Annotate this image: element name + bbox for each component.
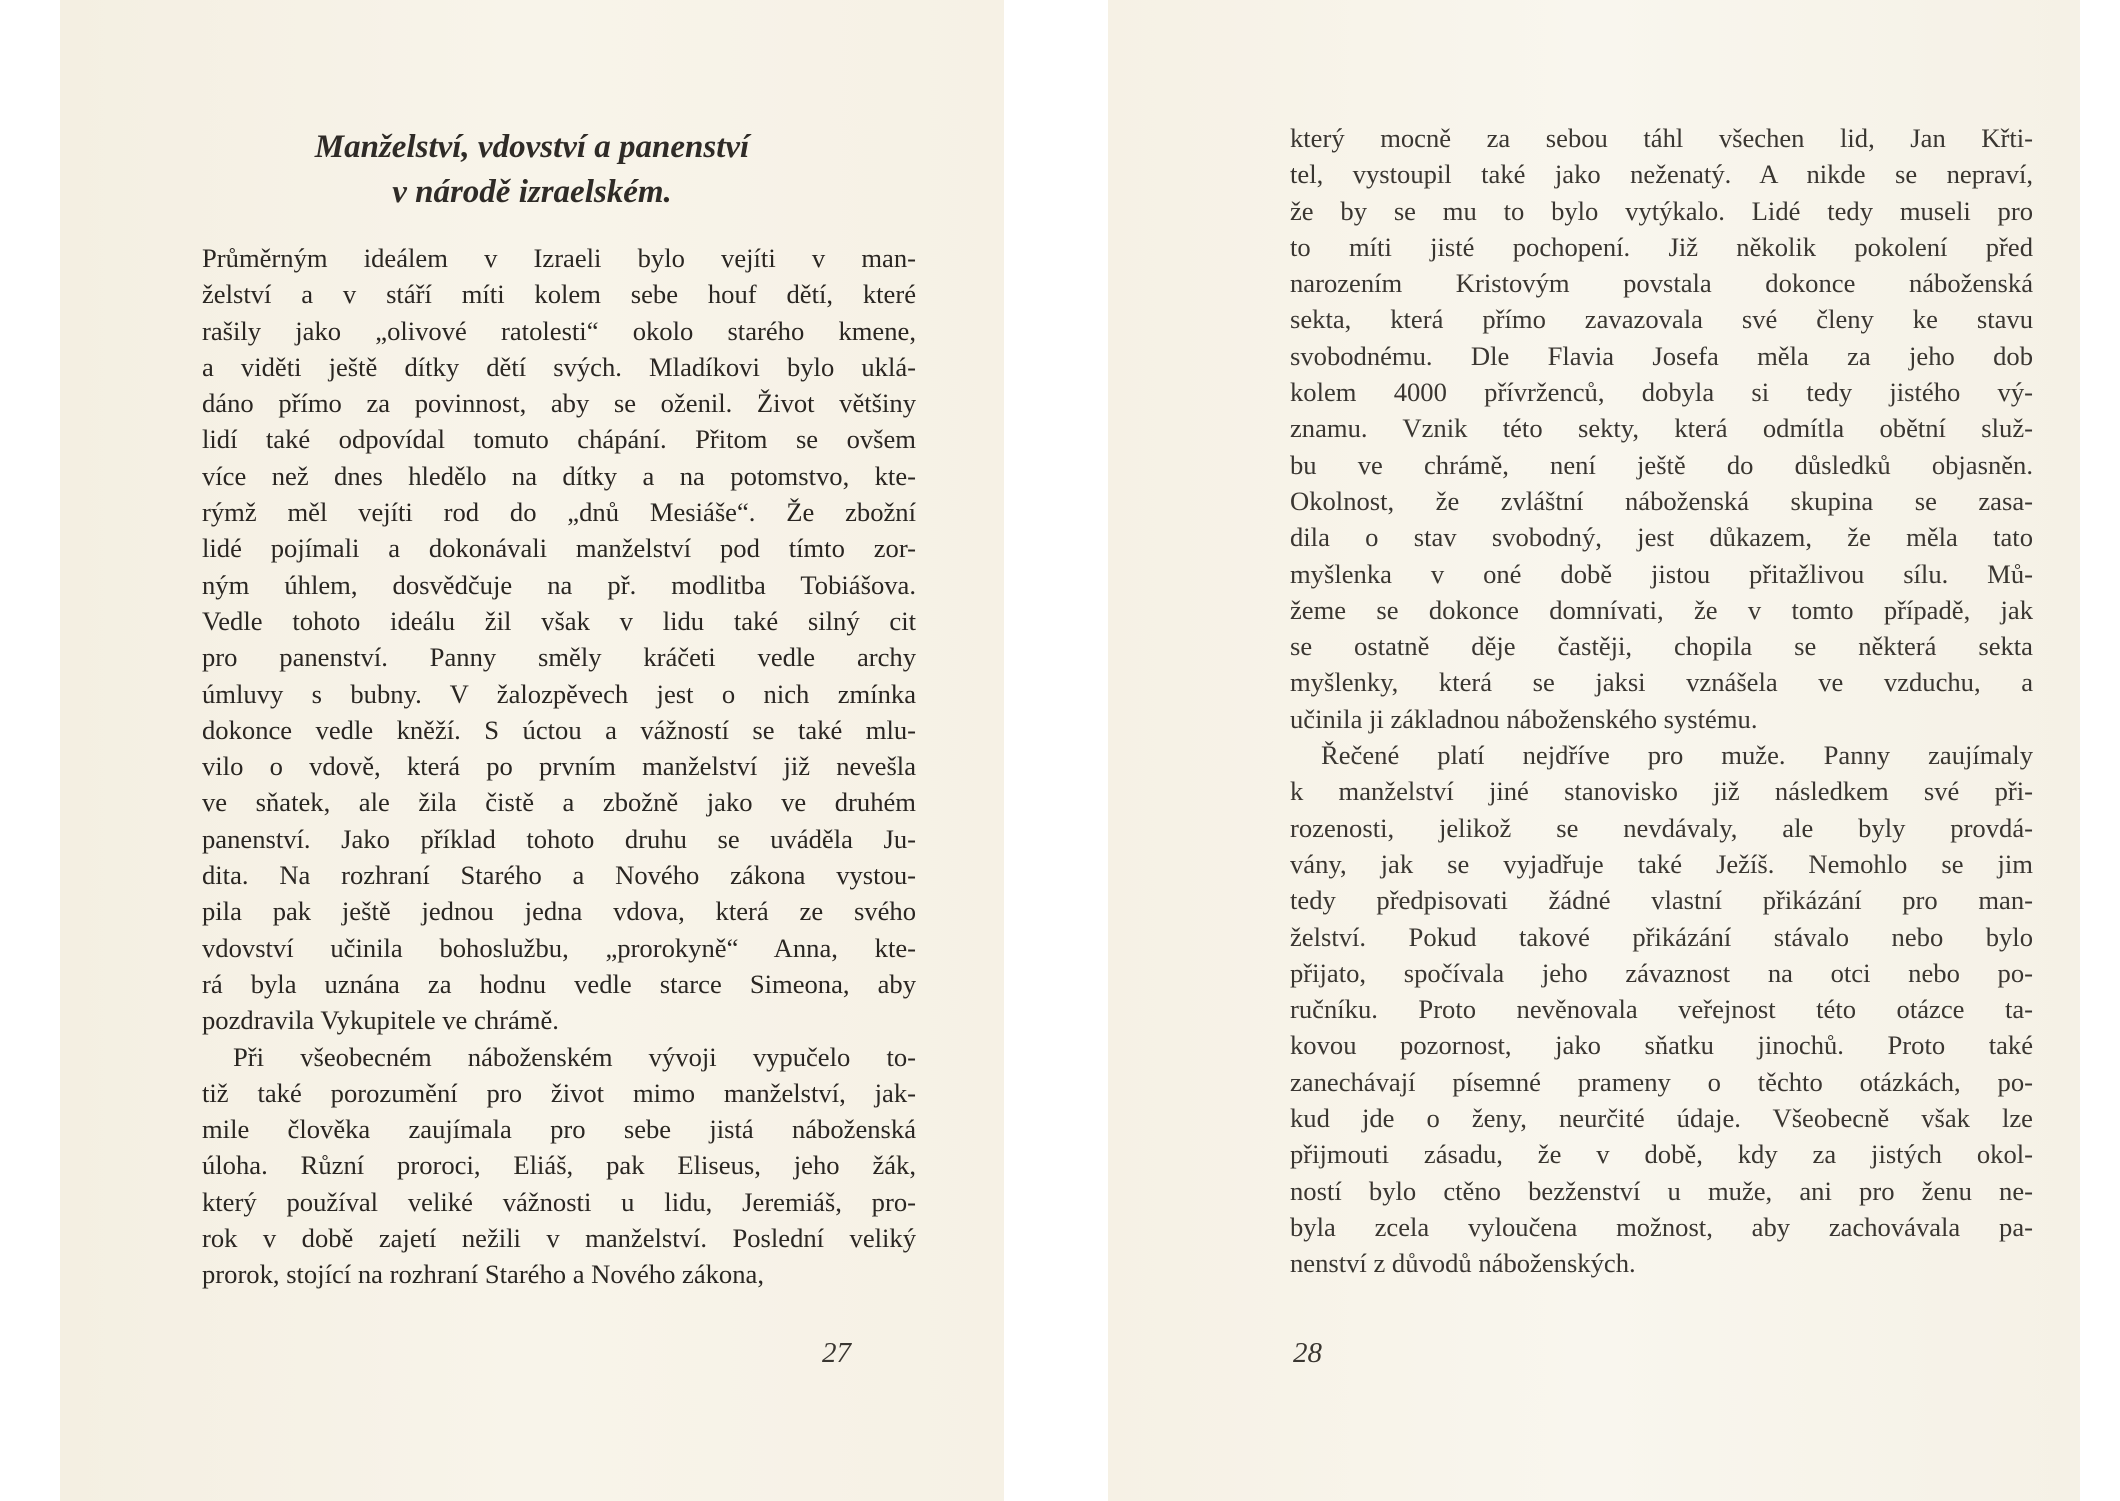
text-line: znamu. Vznik této sekty, která odmítla obětní služ- (1290, 413, 2033, 444)
chapter-title-line: Manželství, vdovství a panenství (314, 129, 750, 165)
text-line: želství a v stáří míti kolem sebe houf dětí, které (202, 279, 916, 310)
text-line: přijato, spočívala jeho závaznost na otci nebo po- (1290, 957, 2033, 988)
text-line: tiž také porozumění pro život mimo manželství, jak- (202, 1077, 916, 1108)
text-line: který používal veliké vážnosti u lidu, Jeremiáš, pro- (202, 1186, 916, 1217)
text-line: byla zcela vyloučena možnost, aby zachovávala pa- (1290, 1211, 2033, 1242)
text-line: bu ve chrámě, není ještě do důsledků objasněn. (1290, 449, 2033, 480)
text-line: vdovství učinila bohoslužbu, „prorokyně“ Anna, kte- (202, 932, 916, 963)
chapter-title (60, 125, 1004, 215)
text-line: se ostatně děje častěji, chopila se některá sekta (1290, 631, 2033, 662)
text-line: rozenosti, jelikož se nevdávaly, ale byly provdá- (1290, 812, 2033, 843)
text-line: pila pak ještě jednou jedna vdova, která ze svého (202, 896, 916, 927)
right-body-text (1290, 120, 2033, 1282)
text-line: že by se mu to bylo vytýkalo. Lidé tedy museli pro (1290, 195, 2033, 226)
text-line: více než dnes hledělo na dítky a na potomstvo, kte- (202, 460, 916, 491)
text-line: pro panenství. Panny směly kráčeti vedle archy (202, 642, 916, 673)
text-line: kud jde o ženy, neurčité údaje. Všeobecně však lze (1290, 1103, 2033, 1134)
text-line: dita. Na rozhraní Starého a Nového zákona vystou- (202, 860, 916, 891)
text-line: mile člověka zaujímala pro sebe jistá náboženská (202, 1114, 916, 1145)
text-line: kolem 4000 přívrženců, dobyla si tedy jistého vý- (1290, 377, 2033, 408)
text-line: který mocně za sebou táhl všechen lid, Jan Křti- (1290, 123, 2033, 153)
text-line: Řečené platí nejdříve pro muže. Panny zaujímaly (1321, 740, 2033, 771)
text-line: rá byla uznána za hodnu vedle starce Simeona, aby (202, 968, 916, 999)
chapter-title-line: v národě izraelském. (392, 174, 672, 210)
text-line: rýmž měl vejíti rod do „dnů Mesiáše“. Že zbožní (202, 497, 916, 528)
left-body-text (202, 240, 916, 1293)
text-line: úmluvy s bubny. V žalozpěvech jest o nich zmínka (202, 678, 916, 709)
left-page (60, 0, 1004, 1501)
text-line: Vedle tohoto ideálu žil však v lidu také silný cit (202, 605, 916, 636)
text-line: ručníku. Proto nevěnovala veřejnost této otázce ta- (1290, 994, 2033, 1025)
text-line: ve sňatek, ale žila čistě a zbožně jako ve druhém (202, 787, 916, 818)
text-line: prorok, stojící na rozhraní Starého a Nového zákona, (202, 1259, 764, 1290)
text-line: žeme se dokonce domnívati, že v tomto případě, jak (1290, 594, 2033, 625)
text-line: dila o stav svobodný, jest důkazem, že měla tato (1290, 522, 2033, 553)
page-number: 28 (1293, 1337, 1322, 1369)
text-line: učinila ji základnou náboženského systému. (1290, 703, 1758, 734)
text-line: vilo o vdově, která po prvním manželství již nevešla (202, 751, 916, 782)
text-line: kovou pozornost, jako sňatku jinochů. Proto také (1290, 1030, 2033, 1061)
text-line: panenství. Jako příklad tohoto druhu se uváděla Ju- (202, 823, 916, 854)
text-line: myšlenky, která se jaksi vznášela ve vzduchu, a (1290, 667, 2033, 698)
text-line: a viděti ještě dítky dětí svých. Mladíkovi bylo uklá- (202, 351, 916, 382)
text-line: nenství z důvodů náboženských. (1290, 1248, 1636, 1279)
text-line: dokonce vedle kněží. S úctou a vážností se také mlu- (202, 714, 916, 745)
text-line: ností bylo ctěno bezženství u muže, ani pro ženu ne- (1290, 1175, 2033, 1206)
text-line: Při všeobecném náboženském vývoji vypučelo to- (233, 1041, 916, 1072)
text-line: tedy předpisovati žádné vlastní přikázání pro man- (1290, 885, 2033, 916)
text-line: myšlenka v oné době jistou přitažlivou sílu. Mů- (1290, 558, 2033, 589)
text-line: narozením Kristovým povstala dokonce náboženská (1290, 268, 2033, 299)
text-line: sekta, která přímo zavazovala své členy ke stavu (1290, 304, 2033, 335)
text-line: dáno přímo za povinnost, aby se oženil. Život většiny (202, 388, 916, 419)
text-line: Průměrným ideálem v Izraeli bylo vejíti v man- (202, 243, 916, 273)
text-line: svobodnému. Dle Flavia Josefa měla za jeho dob (1290, 340, 2033, 371)
text-line: lidí také odpovídal tomuto chápání. Přitom se ovšem (202, 424, 916, 455)
page-number: 27 (822, 1337, 851, 1369)
text-line: pozdravila Vykupitele ve chrámě. (202, 1005, 559, 1036)
text-line: želství. Pokud takové přikázání stávalo nebo bylo (1290, 921, 2033, 952)
text-line: rok v době zajetí nežili v manželství. Poslední veliký (202, 1223, 916, 1254)
text-line: tel, vystoupil také jako neženatý. A nikde se nepraví, (1290, 159, 2033, 190)
text-line: zanechávají písemné prameny o těchto otázkách, po- (1290, 1066, 2033, 1097)
text-line: to míti jisté pochopení. Již několik pokolení před (1290, 231, 2033, 262)
right-page (1108, 0, 2080, 1501)
text-line: lidé pojímali a dokonávali manželství pod tímto zor- (202, 533, 916, 564)
text-line: ným úhlem, dosvědčuje na př. modlitba Tobiášova. (202, 569, 916, 600)
text-line: k manželství jiné stanovisko již následkem své při- (1290, 776, 2033, 807)
text-line: přijmouti zásadu, že v době, kdy za jistých okol- (1290, 1139, 2033, 1170)
text-line: vány, jak se vyjadřuje také Ježíš. Nemohlo se jim (1290, 848, 2033, 879)
text-line: rašily jako „olivové ratolesti“ okolo starého kmene, (202, 315, 916, 346)
text-line: úloha. Různí proroci, Eliáš, pak Eliseus, jeho žák, (202, 1150, 916, 1181)
text-line: Okolnost, že zvláštní náboženská skupina se zasa- (1290, 485, 2033, 516)
